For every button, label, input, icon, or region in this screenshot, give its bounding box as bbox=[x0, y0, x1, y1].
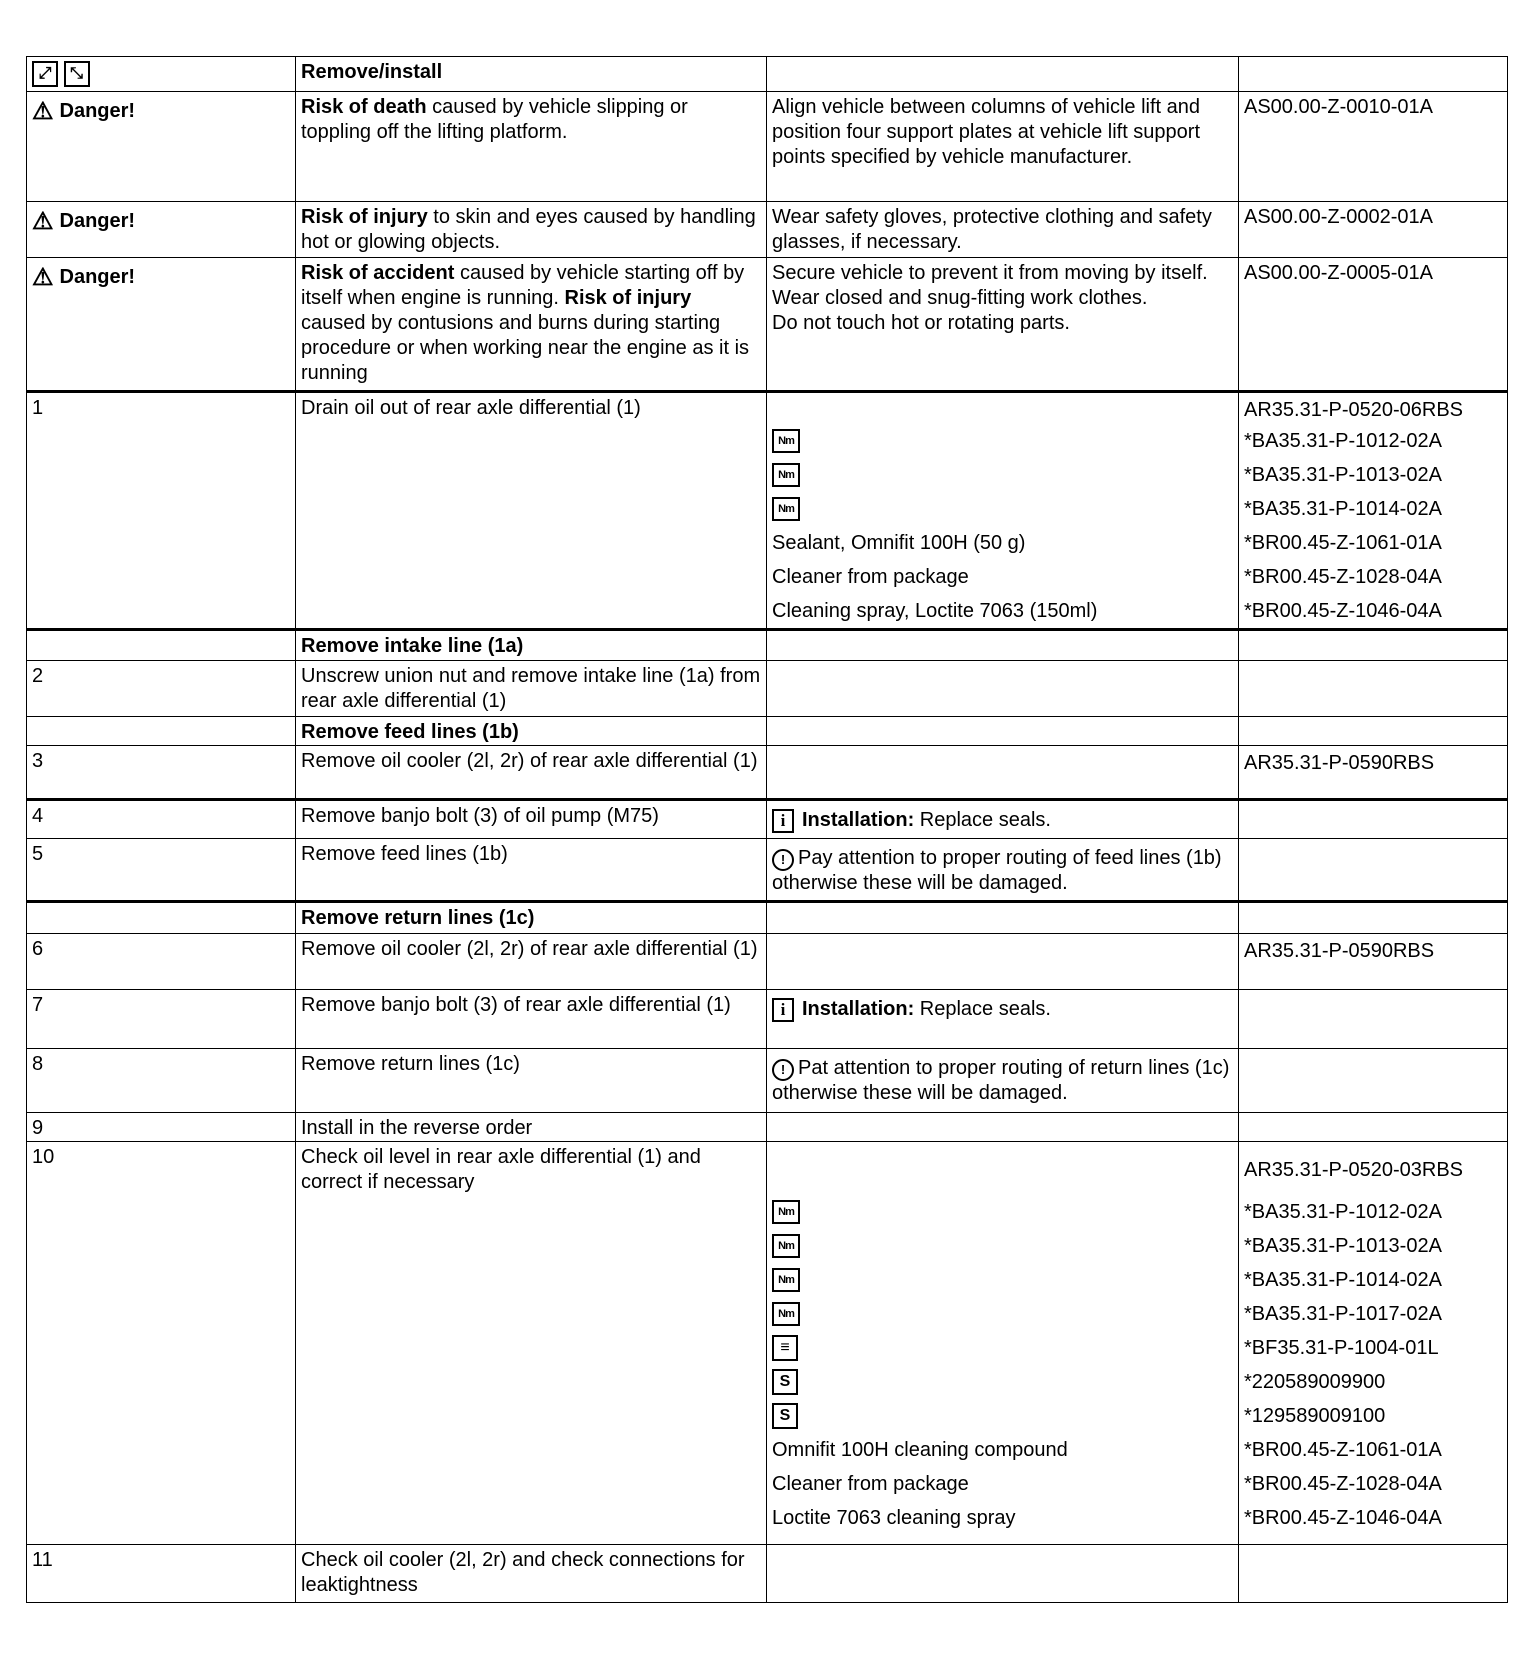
step-note bbox=[772, 1056, 1233, 1106]
danger-label-cell bbox=[27, 202, 296, 258]
step-details bbox=[767, 1545, 1239, 1603]
measure-text: Secure vehicle to prevent it from moving by itself. bbox=[772, 262, 1208, 284]
reference-code[interactable]: *BA35.31-P-1013-02A bbox=[1244, 1234, 1442, 1257]
procedure-table bbox=[26, 56, 1508, 1603]
reference-code[interactable]: *220589009900 bbox=[1244, 1370, 1386, 1393]
step-number: 1 bbox=[27, 392, 296, 630]
material-text: Cleaner from package bbox=[772, 565, 969, 588]
header-icons-cell bbox=[27, 57, 296, 92]
step-number: 4 bbox=[27, 800, 296, 839]
measure-text: Do not touch hot or rotating parts. bbox=[772, 312, 1070, 334]
step-references bbox=[1239, 902, 1508, 934]
reference-code[interactable]: AR35.31-P-0590RBS bbox=[1244, 751, 1435, 774]
step-references bbox=[1239, 1113, 1508, 1142]
danger-row bbox=[27, 258, 1508, 392]
step-details bbox=[767, 1142, 1239, 1545]
risk-description bbox=[296, 202, 767, 258]
risk-description bbox=[296, 258, 767, 392]
detail-line bbox=[772, 1501, 1233, 1535]
step-references bbox=[1239, 1545, 1508, 1603]
special-tool-icon: S bbox=[772, 1403, 798, 1429]
torque-nm-icon: Nm bbox=[772, 429, 800, 453]
step-references bbox=[1239, 800, 1508, 839]
detail-line bbox=[772, 937, 1233, 965]
step-text: Remove return lines (1c) bbox=[296, 902, 767, 934]
torque-nm-icon: Nm bbox=[772, 1268, 800, 1292]
danger-label-cell bbox=[27, 92, 296, 202]
safety-measures bbox=[767, 258, 1239, 392]
measure-text: Wear closed and snug-fitting work clothes. bbox=[772, 287, 1148, 309]
expand-icon[interactable]: ⤢ bbox=[32, 61, 58, 87]
reference-code[interactable]: *BR00.45-Z-1028-04A bbox=[1244, 1472, 1442, 1495]
detail-line bbox=[772, 1399, 1233, 1433]
note-text: Replace seals. bbox=[914, 809, 1051, 831]
reference-code[interactable]: *BA35.31-P-1014-02A bbox=[1244, 1268, 1442, 1291]
detail-line bbox=[772, 594, 1233, 628]
material-text: Cleaner from package bbox=[772, 1472, 969, 1495]
reference-code[interactable]: AS00.00-Z-0010-01A bbox=[1239, 92, 1508, 202]
detail-line bbox=[772, 396, 1233, 424]
step-details bbox=[767, 1049, 1239, 1113]
reference-code[interactable]: AR35.31-P-0520-03RBS bbox=[1244, 1158, 1464, 1181]
detail-line bbox=[772, 526, 1233, 560]
step-details bbox=[767, 902, 1239, 934]
warning-triangle-icon: ⚠ bbox=[32, 264, 54, 291]
step-details bbox=[767, 934, 1239, 990]
danger-row bbox=[27, 92, 1508, 202]
step-text: Remove intake line (1a) bbox=[296, 630, 767, 661]
step-text: Drain oil out of rear axle differential (1) bbox=[296, 392, 767, 630]
step-number: 11 bbox=[27, 1545, 296, 1603]
step-text: Remove banjo bolt (3) of rear axle differential (1) bbox=[296, 990, 767, 1049]
step-number: 9 bbox=[27, 1113, 296, 1142]
step-number: 5 bbox=[27, 839, 296, 902]
step-references bbox=[1239, 717, 1508, 746]
detail-line bbox=[772, 1297, 1233, 1331]
material-text: Omnifit 100H cleaning compound bbox=[772, 1438, 1068, 1461]
attention-icon: ! bbox=[772, 1059, 794, 1081]
step-number: 10 bbox=[27, 1142, 296, 1545]
step-row bbox=[27, 746, 1508, 800]
step-references bbox=[1239, 934, 1508, 990]
material-text: Cleaning spray, Loctite 7063 (150ml) bbox=[772, 599, 1098, 622]
step-references bbox=[1239, 392, 1508, 630]
step-references bbox=[1239, 746, 1508, 800]
reference-code[interactable]: *BR00.45-Z-1046-04A bbox=[1244, 1506, 1442, 1529]
risk-description bbox=[296, 92, 767, 202]
step-text: Remove oil cooler (2l, 2r) of rear axle differential (1) bbox=[296, 746, 767, 800]
special-tool-icon: S bbox=[772, 1369, 798, 1395]
risk-text: to skin and eyes caused by handling hot or glowing objects. bbox=[301, 206, 756, 253]
safety-measures bbox=[767, 202, 1239, 258]
step-note bbox=[772, 997, 1233, 1022]
torque-nm-icon: Nm bbox=[772, 1302, 800, 1326]
reference-code[interactable]: AS00.00-Z-0002-01A bbox=[1239, 202, 1508, 258]
step-details bbox=[767, 717, 1239, 746]
reference-code[interactable]: *BA35.31-P-1012-02A bbox=[1244, 1200, 1442, 1223]
step-row bbox=[27, 800, 1508, 839]
warning-triangle-icon: ⚠ bbox=[32, 208, 54, 235]
danger-label-cell bbox=[27, 258, 296, 392]
reference-code[interactable]: AR35.31-P-0590RBS bbox=[1244, 939, 1435, 962]
risk-bold: Risk of death bbox=[301, 96, 427, 118]
step-number bbox=[27, 717, 296, 746]
step-number: 3 bbox=[27, 746, 296, 800]
danger-text: Danger! bbox=[59, 210, 136, 232]
step-row bbox=[27, 1049, 1508, 1113]
step-text: Install in the reverse order bbox=[296, 1113, 767, 1142]
risk-bold: Risk of injury bbox=[301, 206, 428, 228]
step-text: Remove oil cooler (2l, 2r) of rear axle differential (1) bbox=[296, 934, 767, 990]
step-number: 8 bbox=[27, 1049, 296, 1113]
torque-nm-icon: Nm bbox=[772, 497, 800, 521]
reference-code[interactable]: *BR00.45-Z-1061-01A bbox=[1244, 531, 1442, 554]
step-references bbox=[1239, 661, 1508, 717]
detail-line bbox=[772, 1229, 1233, 1263]
danger-label bbox=[32, 209, 290, 234]
step-number: 6 bbox=[27, 934, 296, 990]
step-number: 2 bbox=[27, 661, 296, 717]
note-text: Pat attention to proper routing of return lines (1c) otherwise these will be damaged. bbox=[772, 1057, 1230, 1104]
step-details bbox=[767, 800, 1239, 839]
step-row bbox=[27, 661, 1508, 717]
torque-nm-icon: Nm bbox=[772, 463, 800, 487]
collapse-icon[interactable]: ⤡ bbox=[64, 61, 90, 87]
reference-code[interactable]: *BF35.31-P-1004-01L bbox=[1244, 1336, 1439, 1359]
detail-line bbox=[772, 1331, 1233, 1365]
step-text: Check oil level in rear axle differential (1) and correct if necessary bbox=[296, 1142, 767, 1545]
measure-text: Wear safety gloves, protective clothing and safety glasses, if necessary. bbox=[772, 206, 1212, 253]
subheading-row bbox=[27, 902, 1508, 934]
reference-code[interactable]: *BA35.31-P-1013-02A bbox=[1244, 463, 1442, 486]
step-row bbox=[27, 990, 1508, 1049]
danger-label bbox=[32, 99, 290, 124]
measure-text: Align vehicle between columns of vehicle lift and position four support plates at vehicle lift support points specified by vehicle manufacturer. bbox=[772, 96, 1201, 168]
step-text: Unscrew union nut and remove intake line (1a) from rear axle differential (1) bbox=[296, 661, 767, 717]
material-text: Loctite 7063 cleaning spray bbox=[772, 1506, 1016, 1529]
info-icon: i bbox=[772, 809, 794, 833]
step-references bbox=[1239, 1142, 1508, 1545]
step-text: Remove return lines (1c) bbox=[296, 1049, 767, 1113]
step-note bbox=[772, 808, 1233, 833]
step-note bbox=[772, 846, 1233, 896]
step-row bbox=[27, 1113, 1508, 1142]
reference-code[interactable]: *BR00.45-Z-1028-04A bbox=[1244, 565, 1442, 588]
risk-bold: Risk of accident bbox=[301, 262, 455, 284]
step-text: Remove feed lines (1b) bbox=[296, 839, 767, 902]
detail-line bbox=[772, 1365, 1233, 1399]
risk-bold: Risk of injury bbox=[564, 287, 692, 309]
step-text: Remove banjo bolt (3) of oil pump (M75) bbox=[296, 800, 767, 839]
detail-line bbox=[772, 1263, 1233, 1297]
info-icon: i bbox=[772, 998, 794, 1022]
detail-line bbox=[772, 492, 1233, 526]
risk-text: caused by vehicle starting off by itself when engine is running. bbox=[301, 262, 745, 309]
step-text: Remove feed lines (1b) bbox=[296, 717, 767, 746]
reference-code[interactable]: *129589009100 bbox=[1244, 1404, 1386, 1427]
reference-code[interactable]: *BA35.31-P-1012-02A bbox=[1244, 429, 1442, 452]
step-row bbox=[27, 1545, 1508, 1603]
torque-nm-icon: Nm bbox=[772, 1234, 800, 1258]
reference-code[interactable]: *BR00.45-Z-1046-04A bbox=[1244, 599, 1442, 622]
step-row bbox=[27, 839, 1508, 902]
reference-code[interactable]: AR35.31-P-0520-06RBS bbox=[1244, 398, 1464, 421]
step-details bbox=[767, 1113, 1239, 1142]
subheading-row bbox=[27, 630, 1508, 661]
step-row bbox=[27, 1142, 1508, 1545]
torque-nm-icon: Nm bbox=[772, 1200, 800, 1224]
step-row bbox=[27, 934, 1508, 990]
step-details bbox=[767, 746, 1239, 800]
detail-line bbox=[772, 1195, 1233, 1229]
risk-text: caused by vehicle slipping or toppling off the lifting platform. bbox=[301, 96, 688, 143]
reference-code[interactable]: *BR00.45-Z-1061-01A bbox=[1244, 1438, 1442, 1461]
reference-code[interactable]: AS00.00-Z-0005-01A bbox=[1239, 258, 1508, 392]
section-title: Remove/install bbox=[296, 57, 767, 92]
detail-line bbox=[772, 1433, 1233, 1467]
attention-icon: ! bbox=[772, 849, 794, 871]
detail-line bbox=[772, 458, 1233, 492]
danger-label bbox=[32, 265, 290, 290]
material-text: Sealant, Omnifit 100H (50 g) bbox=[772, 531, 1026, 554]
warning-triangle-icon: ⚠ bbox=[32, 98, 54, 125]
step-details bbox=[767, 839, 1239, 902]
detail-line bbox=[772, 1467, 1233, 1501]
step-details bbox=[767, 392, 1239, 630]
danger-row bbox=[27, 202, 1508, 258]
subheading-row bbox=[27, 717, 1508, 746]
risk-text: caused by contusions and burns during starting procedure or when working near the engine as it is running bbox=[301, 312, 750, 384]
fluid-capacity-icon: ≡ bbox=[772, 1335, 798, 1361]
step-row bbox=[27, 392, 1508, 630]
step-details bbox=[767, 990, 1239, 1049]
step-number bbox=[27, 630, 296, 661]
step-number bbox=[27, 902, 296, 934]
step-references bbox=[1239, 630, 1508, 661]
step-references bbox=[1239, 839, 1508, 902]
detail-line bbox=[772, 560, 1233, 594]
step-references bbox=[1239, 1049, 1508, 1113]
note-bold: Installation: bbox=[802, 998, 915, 1020]
step-number: 7 bbox=[27, 990, 296, 1049]
note-text: Pay attention to proper routing of feed lines (1b) otherwise these will be damaged. bbox=[772, 847, 1222, 894]
note-text: Replace seals. bbox=[914, 998, 1051, 1020]
danger-text: Danger! bbox=[59, 100, 136, 122]
detail-line bbox=[772, 1145, 1233, 1195]
reference-code[interactable]: *BA35.31-P-1017-02A bbox=[1244, 1302, 1442, 1325]
safety-measures bbox=[767, 92, 1239, 202]
danger-text: Danger! bbox=[59, 266, 136, 288]
note-bold: Installation: bbox=[802, 809, 915, 831]
step-references bbox=[1239, 990, 1508, 1049]
empty-cell bbox=[1239, 57, 1508, 92]
step-details bbox=[767, 630, 1239, 661]
detail-line bbox=[772, 749, 1233, 777]
empty-cell bbox=[767, 57, 1239, 92]
step-details bbox=[767, 661, 1239, 717]
reference-code[interactable]: *BA35.31-P-1014-02A bbox=[1244, 497, 1442, 520]
detail-line bbox=[772, 424, 1233, 458]
step-text: Check oil cooler (2l, 2r) and check connections for leaktightness bbox=[296, 1545, 767, 1603]
